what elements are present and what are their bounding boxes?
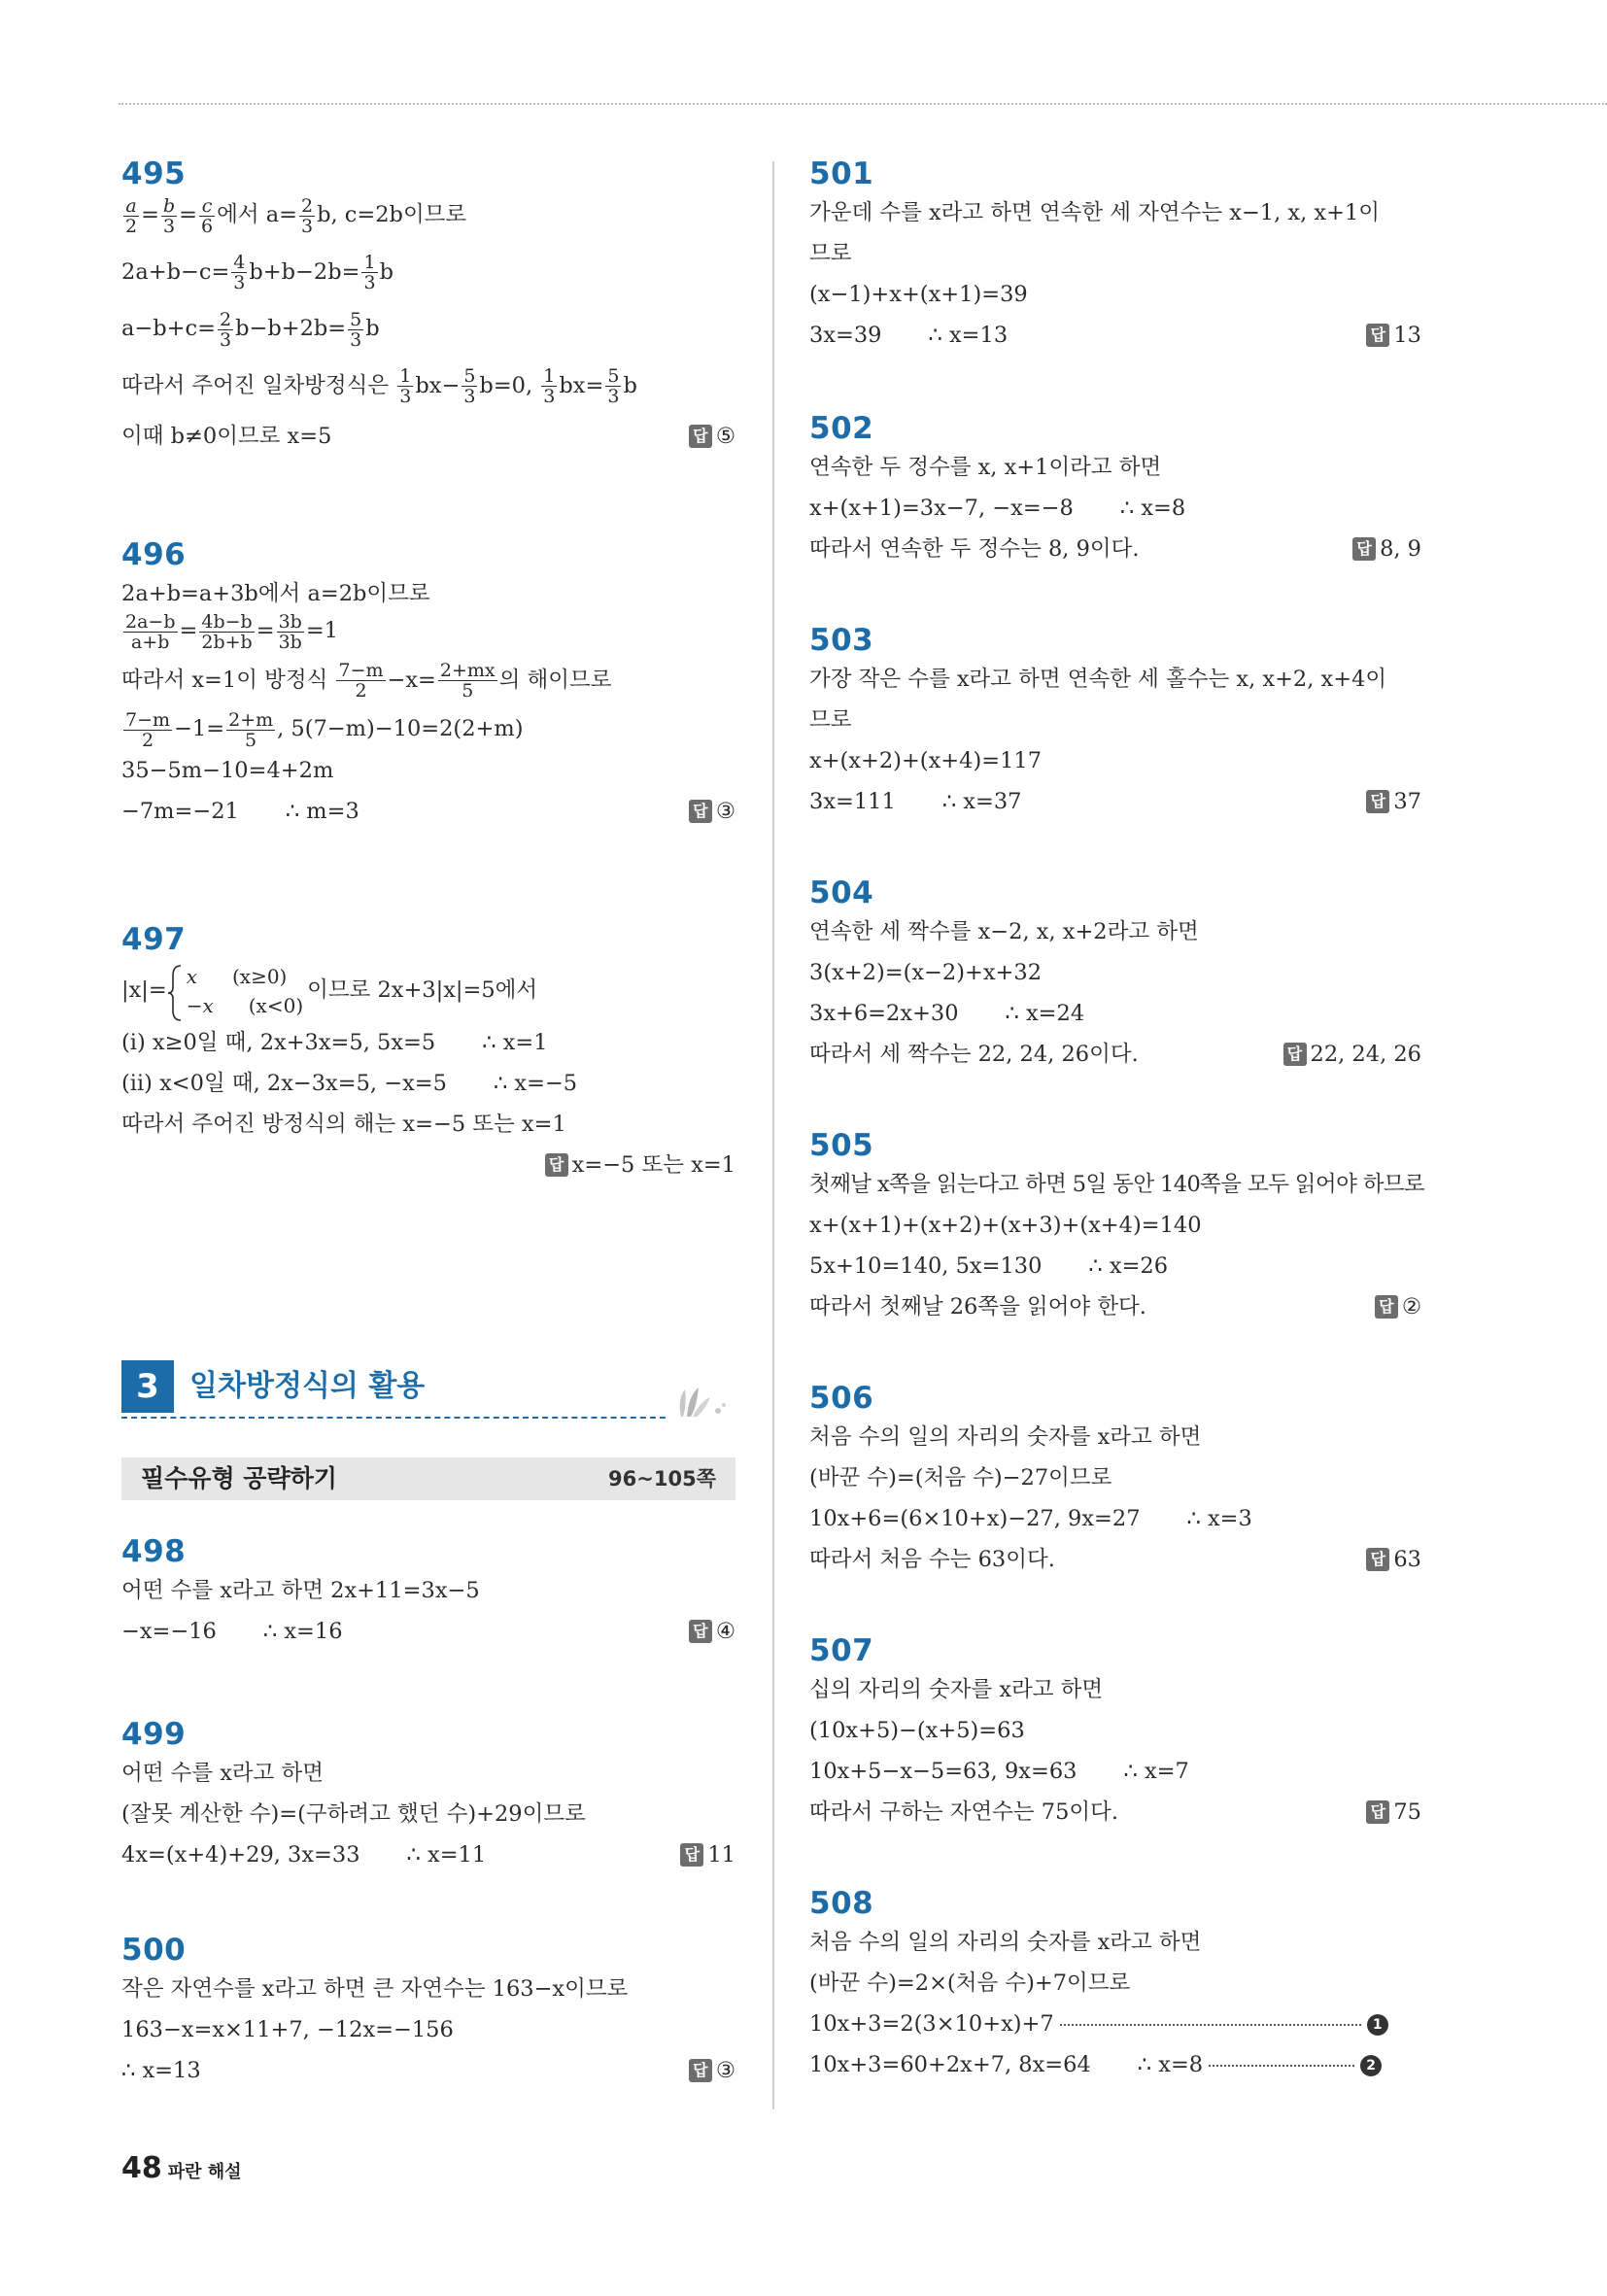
problem-number: 507: [809, 1633, 874, 1668]
problem-498: [121, 1533, 735, 1652]
answer-badge: 답: [1375, 1295, 1398, 1319]
answer: 답 75: [1366, 1792, 1421, 1833]
solution-line: (바꾼 수)=2×(처음 수)+7이므로: [809, 1970, 1131, 1996]
fraction: $\frac{2}{3}$: [219, 308, 232, 351]
fraction: $\frac{4}{3}$: [233, 252, 246, 293]
solution-line: 따라서 주어진 방정식의 해는 x=−5 또는 x=1: [121, 1112, 566, 1137]
solution-line: 2a+b−c= $\frac{4}{3}$ b+b−2b= $\frac{1}{3}$ b: [121, 252, 393, 293]
top-dotted-rule: [119, 103, 1607, 105]
fraction: $\frac{b}{3}$: [162, 194, 176, 237]
answer: 답 x=−5 또는 x=1: [545, 1145, 735, 1185]
problem-number: 505: [809, 1128, 874, 1163]
problem-496: [121, 536, 735, 832]
solution-line: 이때 b≠0이므로 x=5 답 ⑤: [121, 416, 735, 457]
solution-line: 처음 수의 일의 자리의 숫자를 x라고 하면: [809, 1424, 1202, 1450]
fraction: $\frac{a}{2}$: [125, 194, 138, 237]
solution-line: 163−x=x×11+7, −12x=−156: [121, 2017, 454, 2042]
section-number: 3: [121, 1360, 174, 1413]
piecewise-cases: x (x≥0) −x (x<0): [167, 962, 303, 1020]
solution-line: 어떤 수를 x라고 하면 2x+11=3x−5: [121, 1578, 480, 1603]
fraction: $\frac{1}{3}$: [363, 252, 376, 293]
solution-line: 35−5m−10=4+2m: [121, 757, 334, 783]
book-label: 파란 해설: [167, 2162, 242, 2182]
solution-line: 므로: [809, 241, 852, 266]
problem-504: [809, 874, 1421, 1075]
fraction: $\frac{4b-b}{2b+b}$: [201, 610, 253, 653]
fraction: $\frac{5}{3}$: [350, 308, 362, 351]
solution-line: 어떤 수를 x라고 하면: [121, 1761, 325, 1786]
fraction: $\frac{3b}{3b}$: [278, 610, 302, 653]
problem-number: 497: [121, 922, 187, 957]
fraction: $\frac{1}{3}$: [399, 365, 412, 407]
page-number: 48: [121, 2151, 162, 2185]
solution-line: (ⅰ) x≥0일 때, 2x+3x=5, 5x=5 ∴ x=1: [121, 1030, 548, 1055]
answer: 답 63: [1366, 1539, 1421, 1580]
solution-line: 10x+3=2(3×10+x)+7 1: [809, 2004, 1421, 2044]
solution-line: 따라서 구하는 자연수는 75이다. 답 75: [809, 1792, 1421, 1833]
solution-line: 2a+b=a+3b에서 a=2b이므로: [121, 581, 430, 606]
section-title: 일차방정식의 활용: [189, 1369, 426, 1403]
answer: 답 ⑤: [689, 416, 735, 457]
answer-badge: 답: [689, 800, 712, 823]
answer-badge: 답: [689, 1620, 712, 1643]
solution-line: x+(x+1)=3x−7, −x=−8 ∴ x=8: [809, 496, 1186, 521]
leaf-decoration-icon: [673, 1386, 728, 1419]
problem-508: [809, 1885, 1421, 2085]
section-rule: [121, 1417, 666, 1419]
answer: 답 8, 9: [1352, 529, 1421, 569]
solution-line: ∴ x=13 답 ③: [121, 2050, 735, 2091]
problem-number: 500: [121, 1933, 187, 1968]
leader-dots: [1209, 2065, 1354, 2067]
solution-line: (ⅱ) x<0일 때, 2x−3x=5, −x=5 ∴ x=−5: [121, 1071, 578, 1096]
answer-badge: 답: [1366, 1548, 1389, 1571]
problem-501: [809, 155, 1421, 356]
solution-line: −x=−16 ∴ x=16 답 ④: [121, 1611, 735, 1652]
section-header: [121, 1360, 735, 1419]
solution-line: 므로: [809, 707, 852, 733]
solution-line: 연속한 두 정수를 x, x+1이라고 하면: [809, 455, 1162, 480]
solution-line: 따라서 처음 수는 63이다. 답 63: [809, 1539, 1421, 1580]
solution-line: −7m=−21 ∴ m=3 답 ③: [121, 791, 735, 832]
solution-line: [121, 1145, 735, 1185]
problem-number: 499: [121, 1717, 187, 1752]
solution-line: 3x=111 ∴ x=37 답 37: [809, 781, 1421, 822]
fraction: $\frac{2+mx}{5}$: [439, 660, 496, 702]
fraction: $\frac{2}{3}$: [300, 194, 314, 237]
answer-badge: 답: [1352, 537, 1376, 561]
answer-badge: 답: [1366, 324, 1389, 347]
solution-line: 연속한 세 짝수를 x−2, x, x+2라고 하면: [809, 919, 1199, 944]
answer: 답 22, 24, 26: [1283, 1034, 1422, 1075]
problem-500: [121, 1932, 735, 2091]
solution-line: 10x+3=60+2x+7, 8x=64 ∴ x=8 2: [809, 2044, 1421, 2085]
solution-line: x+(x+1)+(x+2)+(x+3)+(x+4)=140: [809, 1213, 1202, 1238]
solution-line: 첫째날 x쪽을 읽는다고 하면 5일 동안 140쪽을 모두 읽어야 하므로: [809, 1172, 1425, 1197]
step-marker: 1: [1367, 2014, 1388, 2036]
fraction: $\frac{5}{3}$: [607, 365, 620, 407]
problem-507: [809, 1632, 1421, 1833]
answer-badge: 답: [689, 425, 712, 448]
answer: 답 ③: [689, 2050, 735, 2091]
solution-line: 따라서 연속한 두 정수는 8, 9이다. 답 8, 9: [809, 529, 1421, 569]
problem-number: 506: [809, 1381, 874, 1416]
answer: 답 37: [1366, 781, 1421, 822]
problem-499: [121, 1716, 735, 1875]
solution-line: 4x=(x+4)+29, 3x=33 ∴ x=11 답 11: [121, 1834, 735, 1875]
problem-505: [809, 1127, 1425, 1327]
solution-line: 10x+6=(6×10+x)−27, 9x=27 ∴ x=3: [809, 1506, 1252, 1531]
problem-497: [121, 921, 735, 1185]
solution-line: |x|= x (x≥0) −x (x<0) 이므로 2x+3|x|=5에서: [121, 958, 735, 1022]
answer-badge: 답: [1366, 1800, 1389, 1824]
solution-line: 10x+5−x−5=63, 9x=63 ∴ x=7: [809, 1759, 1189, 1784]
answer: 답 ③: [689, 791, 735, 832]
solution-line: x+(x+2)+(x+4)=117: [809, 748, 1043, 773]
subsection-title: 필수유형 공략하기: [141, 1464, 337, 1492]
solution-line: $\frac{2a-b}{a+b}$ = $\frac{4b-b}{2b+b}$ = $\frac{3b}{3b}$ =1: [125, 610, 338, 653]
fraction: $\frac{2a-b}{a+b}$: [125, 610, 176, 653]
solution-line: (10x+5)−(x+5)=63: [809, 1718, 1025, 1743]
problem-502: [809, 410, 1421, 569]
problem-number: 508: [809, 1886, 874, 1921]
fraction: $\frac{2+m}{5}$: [228, 708, 274, 751]
problem-number: 504: [809, 875, 874, 910]
fraction: $\frac{7-m}{2}$: [338, 660, 384, 702]
problem-495: [121, 155, 735, 457]
solution-line: (x−1)+x+(x+1)=39: [809, 282, 1028, 307]
solution-line: 따라서 주어진 일차방정식은 $\frac{1}{3}$ bx− $\frac{5}{3}$ b=0, $\frac{1}{3}$ bx= $\frac{5}{3}$ b: [121, 365, 637, 407]
solution-line: $\frac{7-m}{2}$ −1= $\frac{2+m}{5}$ , 5(7−m)−10=2(2+m): [125, 708, 524, 751]
solution-line: 5x+10=140, 5x=130 ∴ x=26: [809, 1253, 1169, 1279]
answer-badge: 답: [545, 1153, 568, 1177]
fraction: $\frac{c}{6}$: [200, 194, 214, 237]
fraction: $\frac{7-m}{2}$: [125, 708, 171, 751]
brace-icon: [167, 964, 183, 1022]
solution-line: 작은 자연수를 x라고 하면 큰 자연수는 163−x이므로: [121, 1976, 629, 2002]
answer-badge: 답: [1366, 790, 1389, 813]
solution-line: 따라서 세 짝수는 22, 24, 26이다. 답 22, 24, 26: [809, 1034, 1421, 1075]
solution-line: 따라서 x=1이 방정식 $\frac{7-m}{2}$ −x= $\frac{2+mx}{5}$ 의 해이므로: [121, 660, 612, 702]
solution-line: 3x=39 ∴ x=13 답 13: [809, 315, 1421, 356]
problem-number: 496: [121, 537, 187, 572]
answer-badge: 답: [680, 1843, 703, 1867]
solution-line: (잘못 계산한 수)=(구하려고 했던 수)+29이므로: [121, 1801, 586, 1827]
solution-line: 처음 수의 일의 자리의 숫자를 x라고 하면: [809, 1930, 1202, 1955]
solution-line: 가운데 수를 x라고 하면 연속한 세 자연수는 x−1, x, x+1이: [809, 200, 1380, 225]
step-marker: 2: [1360, 2055, 1382, 2076]
solution-line: (바꾼 수)=(처음 수)−27이므로: [809, 1465, 1112, 1491]
problem-503: [809, 622, 1421, 822]
page-footer: [121, 2151, 242, 2185]
answer-badge: 답: [689, 2059, 712, 2082]
solution-line: a−b+c= $\frac{2}{3}$ b−b+2b= $\frac{5}{3}$ b: [121, 308, 380, 351]
answer: 답 ④: [689, 1611, 735, 1652]
subsection-bar: [121, 1457, 735, 1500]
problem-number: 503: [809, 623, 874, 658]
fraction: $\frac{5}{3}$: [463, 365, 476, 407]
problem-506: [809, 1380, 1421, 1580]
problem-number: 498: [121, 1534, 187, 1569]
solution-line: 가장 작은 수를 x라고 하면 연속한 세 홀수는 x, x+2, x+4이: [809, 667, 1387, 692]
solution-line: 3(x+2)=(x−2)+x+32: [809, 960, 1043, 985]
solution-line: $\frac{a}{2}$ = $\frac{b}{3}$ = $\frac{c}{6}$ 에서 a= $\frac{2}{3}$ b, c=2b이므로: [125, 194, 467, 237]
answer-badge: 답: [1283, 1043, 1307, 1066]
subsection-pages: 96~105쪽: [608, 1467, 716, 1491]
problem-number: 501: [809, 156, 874, 191]
solution-line: 십의 자리의 숫자를 x라고 하면: [809, 1677, 1104, 1702]
fraction: $\frac{1}{3}$: [543, 365, 556, 407]
solution-line: 3x+6=2x+30 ∴ x=24: [809, 1001, 1085, 1026]
answer: 답 13: [1366, 315, 1421, 356]
solution-line: 따라서 첫째날 26쪽을 읽어야 한다. 답 ②: [809, 1286, 1421, 1327]
answer: 답 11: [680, 1834, 735, 1875]
problem-number: 495: [121, 156, 187, 191]
answer: 답 ②: [1375, 1286, 1421, 1327]
leader-dots: [1060, 2024, 1361, 2026]
problem-number: 502: [809, 411, 874, 446]
column-divider: [772, 161, 774, 2109]
